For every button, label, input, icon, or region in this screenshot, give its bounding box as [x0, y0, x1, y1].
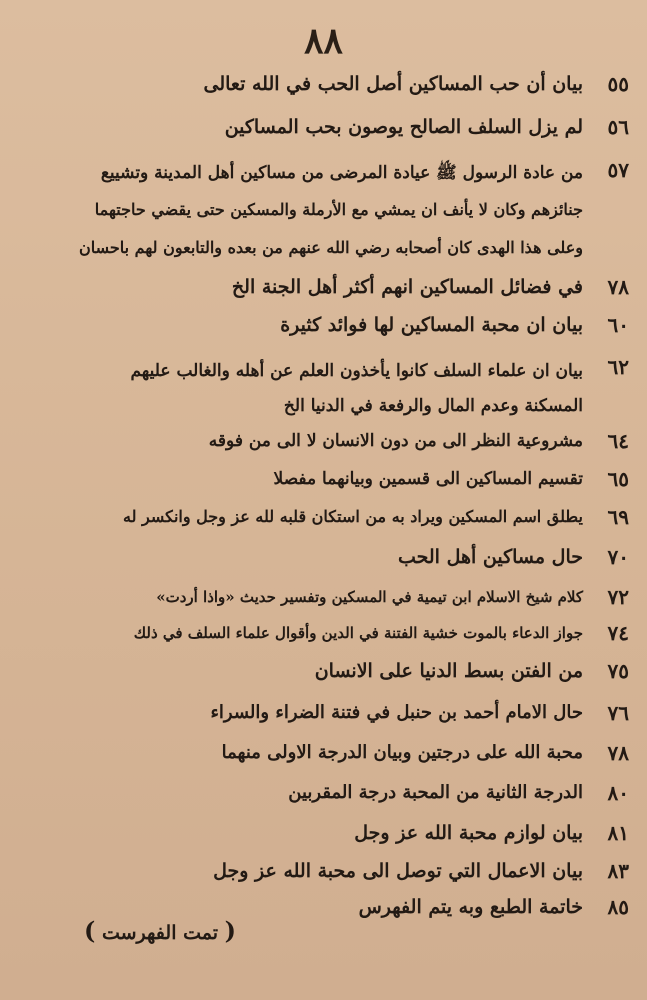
entry-page-number: ٧٦ [607, 701, 629, 725]
table-of-contents [22, 70, 629, 929]
toc-entry [22, 70, 629, 113]
entry-title: يطلق اسم المسكين ويراد به من استكان قلبه لله عز وجل وانكسر له [123, 507, 583, 526]
entry-title: بيان لوازم محبة الله عز وجل [354, 822, 583, 844]
entry-title: تقسيم المساكين الى قسمين وبيانهما مفصلا [273, 469, 583, 489]
entry-page-number: ٨٠ [607, 781, 629, 805]
entry-title: في فضائل المساكين انهم أكثر أهل الجنة الخ [231, 276, 583, 298]
entry-continuation: المسكنة وعدم المال والرفعة في الدنيا الخ [283, 396, 583, 416]
toc-entry [22, 657, 629, 699]
entry-page-number: ٧٠ [607, 545, 629, 569]
entry-title: بيان ان علماء السلف كانوا يأخذون العلم عن أهله والغالب عليهم [130, 361, 583, 381]
entry-page-number: ٨١ [607, 821, 629, 845]
entry-page-number: ٦٩ [607, 505, 629, 529]
entry-page-number: ٨٣ [607, 859, 629, 883]
entry-page-number: ٧٨ [607, 741, 629, 765]
entry-title: بيان الاعمال التي توصل الى محبة الله عز وجل [213, 860, 583, 882]
entry-title: خاتمة الطبع وبه يتم الفهرس [358, 896, 583, 918]
entry-page-number: ٥٧ [607, 158, 629, 182]
entry-title: حال مساكين أهل الحب [397, 546, 583, 568]
entry-continuation: جنائزهم وكان لا يأنف ان يمشي مع الأرملة والمسكين حتى يقضي حاجتهما [94, 200, 583, 219]
toc-entry [22, 619, 629, 657]
closing-close-bracket: ) [84, 916, 96, 945]
toc-entry [22, 739, 629, 779]
entry-title: الدرجة الثانية من المحبة درجة المقربين [288, 782, 583, 803]
toc-entry [22, 156, 629, 273]
toc-entry [22, 311, 629, 353]
toc-entry [22, 113, 629, 156]
entry-title: بيان أن حب المساكين أصل الحب في الله تعالى [203, 73, 583, 95]
closing-note [84, 916, 236, 945]
entry-page-number: ٦٢ [607, 355, 629, 379]
entry-title: من عادة الرسول ﷺ عيادة المرضى من مساكين أهل المدينة وتشييع [100, 163, 583, 183]
closing-text: تمت الفهرست [101, 922, 219, 944]
toc-entry [22, 543, 629, 583]
closing-open-bracket: ( [224, 916, 237, 945]
page-number: ٨٨ [304, 20, 343, 62]
entry-title: محبة الله على درجتين وبيان الدرجة الاولى منهما [221, 742, 583, 763]
entry-title: من الفتن بسط الدنيا على الانسان [314, 660, 583, 682]
toc-entry [22, 503, 629, 543]
entry-continuation: وعلى هذا الهدى كان أصحابه رضي الله عنهم من بعده والتابعون لهم باحسان [78, 238, 583, 257]
entry-page-number: ٦٠ [607, 313, 629, 337]
entry-page-number: ٧٨ [607, 275, 629, 299]
toc-entry [22, 353, 629, 427]
toc-entry [22, 273, 629, 311]
entry-page-number: ٥٦ [607, 115, 629, 139]
entry-page-number: ٨٥ [607, 895, 629, 919]
toc-entry [22, 819, 629, 857]
entry-page-number: ٦٥ [607, 467, 629, 491]
toc-entry [22, 427, 629, 465]
entry-page-number: ٧٢ [607, 585, 629, 609]
toc-entry [22, 857, 629, 893]
entry-title: مشروعية النظر الى من دون الانسان لا الى من فوقه [208, 431, 583, 451]
toc-entry [22, 699, 629, 739]
toc-entry [22, 465, 629, 503]
entry-title: كلام شيخ الاسلام ابن تيمية في المسكين وتفسير حديث «واذا أردت» [156, 588, 583, 606]
entry-page-number: ٦٤ [607, 429, 629, 453]
entry-page-number: ٥٥ [607, 72, 629, 96]
entry-title: بيان ان محبة المساكين لها فوائد كثيرة [280, 314, 583, 336]
entry-page-number: ٧٤ [607, 621, 629, 645]
toc-entry [22, 583, 629, 619]
toc-entry [22, 779, 629, 819]
entry-title: لم يزل السلف الصالح يوصون بحب المساكين [224, 116, 583, 138]
entry-title: حال الامام أحمد بن حنبل في فتنة الضراء والسراء [210, 702, 583, 723]
entry-page-number: ٧٥ [607, 659, 629, 683]
entry-title: جواز الدعاء بالموت خشية الفتنة في الدين وأقوال علماء السلف في ذلك [133, 624, 583, 642]
